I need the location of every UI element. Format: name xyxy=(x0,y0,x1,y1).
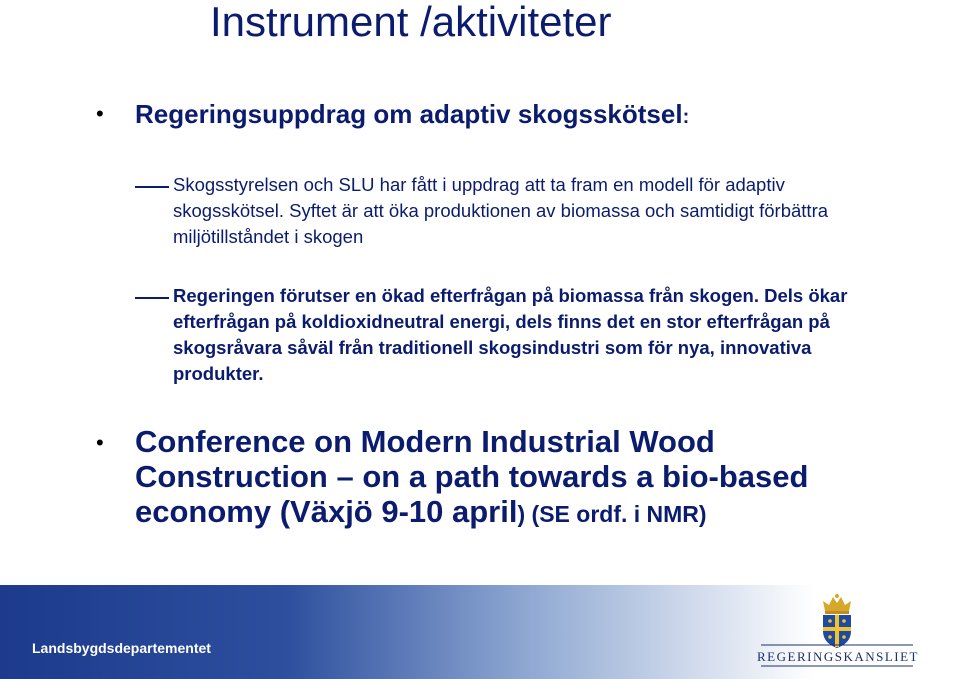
dash-marker xyxy=(135,186,169,188)
bullet-marker: • xyxy=(96,430,104,455)
dash-marker xyxy=(135,297,169,299)
bullet-heading-regeringsuppdrag: Regeringsuppdrag om adaptiv skogsskötsel: xyxy=(135,99,690,129)
bullet-conference: Conference on Modern Industrial Wood Construction – on a path towards a bio-based economy (Växjö 9-10 april) (SE ordf. i NMR) xyxy=(135,424,809,529)
slide-title: Instrument /aktiviteter xyxy=(210,0,612,45)
sub-bullet-efterfragan: Regeringen förutser en ökad efterfrågan på biomassa från skogen. Dels ökar efterfrågan på koldioxidneutral energi, dels finns det en stor efterfrågan på skogsråvara såväl från traditionell skogsindustri som för nya, innovativa produkter. xyxy=(173,285,848,384)
logo-wordmark: REGERINGSKANSLIET xyxy=(757,649,919,664)
footer-department: Landsbygdsdepartementet xyxy=(32,640,211,656)
sub-bullet-uppdrag: Skogsstyrelsen och SLU har fått i uppdrag att ta fram en modell för adaptiv skogsskötsel. Syftet är att öka produktionen av biomassa och samtidigt förbättra miljötillståndet i skogen xyxy=(173,174,829,247)
bullet-marker: • xyxy=(96,101,104,126)
